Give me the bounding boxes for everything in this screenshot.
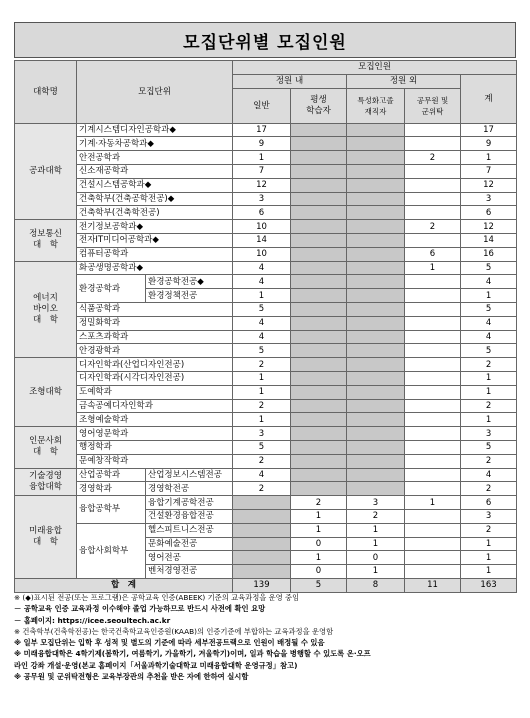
unit-cell: 안경광학과 bbox=[77, 344, 233, 358]
unit-cell: 전자IT미디어공학과◆ bbox=[77, 233, 233, 247]
header-total: 계 bbox=[461, 74, 517, 123]
special-cell bbox=[347, 385, 405, 399]
header-lifelong: 평생 학습자 bbox=[291, 88, 347, 123]
table-row bbox=[15, 330, 517, 344]
note-6: ※ 미래융합대학은 4학기제(봄학기, 여름학기, 가을학기, 겨울학기)이며, 일과 학습을 병행할 수 있도록 온·오프 bbox=[14, 649, 371, 659]
total-cell: 1 bbox=[461, 413, 517, 427]
unit-cell: 컴퓨터공학과 bbox=[77, 247, 233, 261]
general-cell: 1 bbox=[233, 289, 291, 303]
sum-general: 139 bbox=[233, 578, 291, 592]
unit-cell: 건축학부(건축학전공) bbox=[77, 206, 233, 220]
lifelong-cell bbox=[291, 427, 347, 441]
employee-cell bbox=[405, 233, 461, 247]
employee-cell bbox=[405, 344, 461, 358]
general-cell: 2 bbox=[233, 482, 291, 496]
unit-cell: 식품공학과 bbox=[77, 302, 233, 316]
general-cell: 3 bbox=[233, 427, 291, 441]
general-cell: 6 bbox=[233, 206, 291, 220]
general-cell: 4 bbox=[233, 261, 291, 275]
table-row bbox=[15, 137, 517, 151]
unit-cell: 스포츠과학과 bbox=[77, 330, 233, 344]
table-row bbox=[15, 275, 517, 289]
total-cell: 1 bbox=[461, 385, 517, 399]
table-row bbox=[15, 482, 517, 496]
total-cell: 12 bbox=[461, 178, 517, 192]
unit-cell: 영어전공 bbox=[146, 551, 233, 565]
table-row bbox=[15, 413, 517, 427]
employee-cell bbox=[405, 509, 461, 523]
sum-special: 8 bbox=[347, 578, 405, 592]
unit-cell: 문화예술전공 bbox=[146, 537, 233, 551]
total-cell: 2 bbox=[461, 454, 517, 468]
lifelong-cell bbox=[291, 233, 347, 247]
college-cell: 에너지 바이오 대 학 bbox=[15, 261, 77, 358]
note-7: 라인 강좌 개설·운영(본교 홈페이지「서울과학기술대학교 미래융합대학 운영규정」참고) bbox=[14, 660, 298, 670]
notes bbox=[14, 592, 518, 682]
special-cell: 3 bbox=[347, 496, 405, 510]
special-cell bbox=[347, 206, 405, 220]
note-3: － 홈페이지: https://icee.seoultech.ac.kr bbox=[14, 615, 171, 625]
special-cell bbox=[347, 164, 405, 178]
college-cell: 공과대학 bbox=[15, 123, 77, 220]
total-cell: 7 bbox=[461, 164, 517, 178]
special-cell bbox=[347, 399, 405, 413]
employee-cell bbox=[405, 440, 461, 454]
unit-cell: 기계·자동차공학과◆ bbox=[77, 137, 233, 151]
employee-cell: 6 bbox=[405, 247, 461, 261]
table-row bbox=[15, 371, 517, 385]
general-cell: 7 bbox=[233, 164, 291, 178]
table-row bbox=[15, 123, 517, 137]
total-cell: 17 bbox=[461, 123, 517, 137]
general-cell: 14 bbox=[233, 233, 291, 247]
quota-table bbox=[14, 60, 517, 593]
employee-cell: 2 bbox=[405, 151, 461, 165]
sum-total: 163 bbox=[461, 578, 517, 592]
unit-cell: 헬스피트니스전공 bbox=[146, 523, 233, 537]
header-quota: 모집인원 bbox=[233, 61, 517, 75]
lifelong-cell: 1 bbox=[291, 523, 347, 537]
special-cell bbox=[347, 220, 405, 234]
lifelong-cell bbox=[291, 261, 347, 275]
unit-cell: 융합기계공학전공 bbox=[146, 496, 233, 510]
table-row bbox=[15, 164, 517, 178]
unit-cell: 금속공예디자인학과 bbox=[77, 399, 233, 413]
table-row bbox=[15, 385, 517, 399]
unit-cell: 디자인학과(시각디자인전공) bbox=[77, 371, 233, 385]
general-cell bbox=[233, 523, 291, 537]
total-cell: 5 bbox=[461, 344, 517, 358]
special-cell bbox=[347, 261, 405, 275]
total-cell: 1 bbox=[461, 151, 517, 165]
total-cell: 4 bbox=[461, 468, 517, 482]
lifelong-cell bbox=[291, 247, 347, 261]
lifelong-cell: 1 bbox=[291, 551, 347, 565]
special-cell bbox=[347, 302, 405, 316]
total-cell: 3 bbox=[461, 509, 517, 523]
total-cell: 3 bbox=[461, 192, 517, 206]
special-cell bbox=[347, 289, 405, 303]
table-row bbox=[15, 454, 517, 468]
special-cell bbox=[347, 330, 405, 344]
employee-cell bbox=[405, 137, 461, 151]
table-row bbox=[15, 399, 517, 413]
total-cell: 1 bbox=[461, 565, 517, 579]
special-cell: 1 bbox=[347, 537, 405, 551]
unit-cell: 건축학부(건축공학전공)◆ bbox=[77, 192, 233, 206]
general-cell: 2 bbox=[233, 399, 291, 413]
general-cell: 1 bbox=[233, 413, 291, 427]
lifelong-cell bbox=[291, 413, 347, 427]
unit-cell: 안전공학과 bbox=[77, 151, 233, 165]
table-row bbox=[15, 220, 517, 234]
note-2: － 공학교육 인증 교육과정 이수해야 졸업 가능하므로 반드시 사전에 확인 요망 bbox=[14, 604, 266, 614]
general-cell: 5 bbox=[233, 440, 291, 454]
total-cell: 4 bbox=[461, 330, 517, 344]
group-cell: 융합공학부 bbox=[77, 496, 146, 524]
table-row bbox=[15, 192, 517, 206]
unit-cell: 영어영문학과 bbox=[77, 427, 233, 441]
general-cell: 9 bbox=[233, 137, 291, 151]
lifelong-cell bbox=[291, 275, 347, 289]
employee-cell bbox=[405, 275, 461, 289]
total-cell: 3 bbox=[461, 427, 517, 441]
total-cell: 1 bbox=[461, 551, 517, 565]
employee-cell bbox=[405, 302, 461, 316]
table-row bbox=[15, 178, 517, 192]
general-cell: 1 bbox=[233, 385, 291, 399]
table-row bbox=[15, 358, 517, 372]
special-cell bbox=[347, 137, 405, 151]
special-cell bbox=[347, 178, 405, 192]
total-cell: 2 bbox=[461, 358, 517, 372]
lifelong-cell bbox=[291, 482, 347, 496]
general-cell: 17 bbox=[233, 123, 291, 137]
employee-cell bbox=[405, 358, 461, 372]
unit-cell: 조형예술학과 bbox=[77, 413, 233, 427]
lifelong-cell bbox=[291, 468, 347, 482]
table-row bbox=[15, 151, 517, 165]
lifelong-cell bbox=[291, 344, 347, 358]
lifelong-cell bbox=[291, 440, 347, 454]
unit-cell: 도예학과 bbox=[77, 385, 233, 399]
table-row bbox=[15, 261, 517, 275]
special-cell bbox=[347, 482, 405, 496]
employee-cell bbox=[405, 482, 461, 496]
lifelong-cell bbox=[291, 123, 347, 137]
lifelong-cell bbox=[291, 385, 347, 399]
unit-cell: 환경공학전공◆ bbox=[146, 275, 233, 289]
employee-cell bbox=[405, 454, 461, 468]
total-cell: 2 bbox=[461, 523, 517, 537]
general-cell: 4 bbox=[233, 275, 291, 289]
header-general: 일반 bbox=[233, 88, 291, 123]
lifelong-cell bbox=[291, 399, 347, 413]
table-row bbox=[15, 302, 517, 316]
table-row bbox=[15, 206, 517, 220]
employee-cell bbox=[405, 192, 461, 206]
employee-cell bbox=[405, 551, 461, 565]
special-cell: 2 bbox=[347, 509, 405, 523]
total-cell: 4 bbox=[461, 316, 517, 330]
unit-cell: 벤처경영전공 bbox=[146, 565, 233, 579]
lifelong-cell: 0 bbox=[291, 537, 347, 551]
unit-cell: 건설환경융합전공 bbox=[146, 509, 233, 523]
employee-cell: 1 bbox=[405, 261, 461, 275]
lifelong-cell bbox=[291, 220, 347, 234]
total-cell: 5 bbox=[461, 440, 517, 454]
general-cell bbox=[233, 537, 291, 551]
general-cell: 5 bbox=[233, 344, 291, 358]
total-cell: 16 bbox=[461, 247, 517, 261]
lifelong-cell bbox=[291, 178, 347, 192]
lifelong-cell bbox=[291, 330, 347, 344]
unit-cell: 행정학과 bbox=[77, 440, 233, 454]
total-cell: 6 bbox=[461, 496, 517, 510]
table-row bbox=[15, 316, 517, 330]
employee-cell bbox=[405, 427, 461, 441]
unit-cell: 환경정책전공 bbox=[146, 289, 233, 303]
total-cell: 5 bbox=[461, 261, 517, 275]
employee-cell bbox=[405, 371, 461, 385]
employee-cell bbox=[405, 385, 461, 399]
special-cell bbox=[347, 454, 405, 468]
special-cell: 1 bbox=[347, 523, 405, 537]
employee-cell bbox=[405, 164, 461, 178]
sum-employee: 11 bbox=[405, 578, 461, 592]
special-cell bbox=[347, 427, 405, 441]
table-row bbox=[15, 496, 517, 510]
lifelong-cell bbox=[291, 358, 347, 372]
special-cell bbox=[347, 316, 405, 330]
unit-cell: 정밀화학과 bbox=[77, 316, 233, 330]
note-1: ※ (◆)표시된 전공(또는 프로그램)은 공학교육 인증(ABEEK) 기준의 교육과정을 운영 중임 bbox=[14, 593, 300, 602]
header-unit: 모집단위 bbox=[77, 61, 233, 124]
header-within: 정원 내 bbox=[233, 74, 347, 88]
special-cell bbox=[347, 275, 405, 289]
special-cell bbox=[347, 371, 405, 385]
total-cell: 1 bbox=[461, 371, 517, 385]
special-cell bbox=[347, 233, 405, 247]
table-row bbox=[15, 233, 517, 247]
unit-cell: 경영학전공 bbox=[146, 482, 233, 496]
header-special: 특성화고졸 재직자 bbox=[347, 88, 405, 123]
special-cell bbox=[347, 358, 405, 372]
table-row bbox=[15, 523, 517, 537]
special-cell bbox=[347, 468, 405, 482]
employee-cell: 2 bbox=[405, 220, 461, 234]
unit-cell: 기계시스템디자인공학과◆ bbox=[77, 123, 233, 137]
employee-cell bbox=[405, 399, 461, 413]
lifelong-cell bbox=[291, 371, 347, 385]
total-cell: 14 bbox=[461, 233, 517, 247]
total-cell: 5 bbox=[461, 302, 517, 316]
total-cell: 2 bbox=[461, 482, 517, 496]
lifelong-cell bbox=[291, 316, 347, 330]
general-cell: 4 bbox=[233, 316, 291, 330]
employee-cell bbox=[405, 413, 461, 427]
note-8: ※ 공무원 및 군위탁전형은 교육부장관의 추천을 받은 자에 한하여 실시함 bbox=[14, 672, 249, 682]
college-cell: 정보통신 대 학 bbox=[15, 220, 77, 261]
table-row bbox=[15, 344, 517, 358]
total-cell: 1 bbox=[461, 537, 517, 551]
unit-cell: 문예창작학과 bbox=[77, 454, 233, 468]
table-row bbox=[15, 427, 517, 441]
total-cell: 9 bbox=[461, 137, 517, 151]
employee-cell bbox=[405, 316, 461, 330]
general-cell: 5 bbox=[233, 302, 291, 316]
general-cell bbox=[233, 551, 291, 565]
lifelong-cell: 1 bbox=[291, 509, 347, 523]
total-cell: 2 bbox=[461, 399, 517, 413]
general-cell: 10 bbox=[233, 247, 291, 261]
note-4: ※ 건축학부(건축학전공)는 한국건축학교육인증원(KAAB)의 인증기준에 부합하는 교육과정을 운영함 bbox=[14, 626, 334, 636]
general-cell: 12 bbox=[233, 178, 291, 192]
dept-cell: 산업공학과 bbox=[77, 468, 146, 482]
total-cell: 12 bbox=[461, 220, 517, 234]
general-cell: 10 bbox=[233, 220, 291, 234]
unit-cell: 디자인학과(산업디자인전공) bbox=[77, 358, 233, 372]
lifelong-cell bbox=[291, 289, 347, 303]
lifelong-cell: 0 bbox=[291, 565, 347, 579]
page-title: 모집단위별 모집인원 bbox=[14, 22, 516, 58]
sum-row bbox=[15, 578, 517, 592]
lifelong-cell bbox=[291, 454, 347, 468]
unit-cell: 건설시스템공학과◆ bbox=[77, 178, 233, 192]
table-row bbox=[15, 440, 517, 454]
college-cell: 인문사회 대 학 bbox=[15, 427, 77, 468]
employee-cell bbox=[405, 523, 461, 537]
dept-cell: 경영학과 bbox=[77, 482, 146, 496]
table-body bbox=[15, 123, 517, 592]
special-cell: 0 bbox=[347, 551, 405, 565]
college-cell: 조형대학 bbox=[15, 358, 77, 427]
header-employee: 공무원 및 군위탁 bbox=[405, 88, 461, 123]
general-cell: 1 bbox=[233, 371, 291, 385]
employee-cell bbox=[405, 289, 461, 303]
special-cell bbox=[347, 344, 405, 358]
employee-cell bbox=[405, 178, 461, 192]
general-cell: 1 bbox=[233, 151, 291, 165]
note-5: ※ 일부 모집단위는 입학 후 성적 및 별도의 기준에 따라 세부전공트랙으로 인원이 배정될 수 있음 bbox=[14, 638, 325, 648]
unit-cell: 신소재공학과 bbox=[77, 164, 233, 178]
employee-cell: 1 bbox=[405, 496, 461, 510]
table-row bbox=[15, 468, 517, 482]
lifelong-cell bbox=[291, 192, 347, 206]
special-cell bbox=[347, 123, 405, 137]
general-cell: 4 bbox=[233, 468, 291, 482]
employee-cell bbox=[405, 468, 461, 482]
unit-cell: 전기정보공학과◆ bbox=[77, 220, 233, 234]
table-row bbox=[15, 247, 517, 261]
special-cell bbox=[347, 413, 405, 427]
total-cell: 6 bbox=[461, 206, 517, 220]
general-cell: 2 bbox=[233, 358, 291, 372]
general-cell: 4 bbox=[233, 330, 291, 344]
general-cell: 3 bbox=[233, 192, 291, 206]
header-outside: 정원 외 bbox=[347, 74, 461, 88]
lifelong-cell: 2 bbox=[291, 496, 347, 510]
header-college: 대학명 bbox=[15, 61, 77, 124]
lifelong-cell bbox=[291, 151, 347, 165]
college-cell: 기술경영 융합대학 bbox=[15, 468, 77, 496]
employee-cell bbox=[405, 206, 461, 220]
group-cell: 환경공학과 bbox=[77, 275, 146, 303]
sum-label: 합 계 bbox=[15, 578, 233, 592]
total-cell: 4 bbox=[461, 275, 517, 289]
employee-cell bbox=[405, 123, 461, 137]
unit-cell: 화공생명공학과◆ bbox=[77, 261, 233, 275]
general-cell bbox=[233, 509, 291, 523]
group-cell: 융합사회학부 bbox=[77, 523, 146, 578]
lifelong-cell bbox=[291, 164, 347, 178]
lifelong-cell bbox=[291, 206, 347, 220]
special-cell bbox=[347, 192, 405, 206]
special-cell bbox=[347, 151, 405, 165]
employee-cell bbox=[405, 537, 461, 551]
general-cell bbox=[233, 565, 291, 579]
employee-cell bbox=[405, 565, 461, 579]
total-cell: 1 bbox=[461, 289, 517, 303]
special-cell: 1 bbox=[347, 565, 405, 579]
general-cell bbox=[233, 496, 291, 510]
employee-cell bbox=[405, 330, 461, 344]
college-cell: 미래융합 대 학 bbox=[15, 496, 77, 579]
special-cell bbox=[347, 440, 405, 454]
lifelong-cell bbox=[291, 302, 347, 316]
general-cell: 2 bbox=[233, 454, 291, 468]
unit-cell: 산업정보시스템전공 bbox=[146, 468, 233, 482]
lifelong-cell bbox=[291, 137, 347, 151]
special-cell bbox=[347, 247, 405, 261]
sum-lifelong: 5 bbox=[291, 578, 347, 592]
